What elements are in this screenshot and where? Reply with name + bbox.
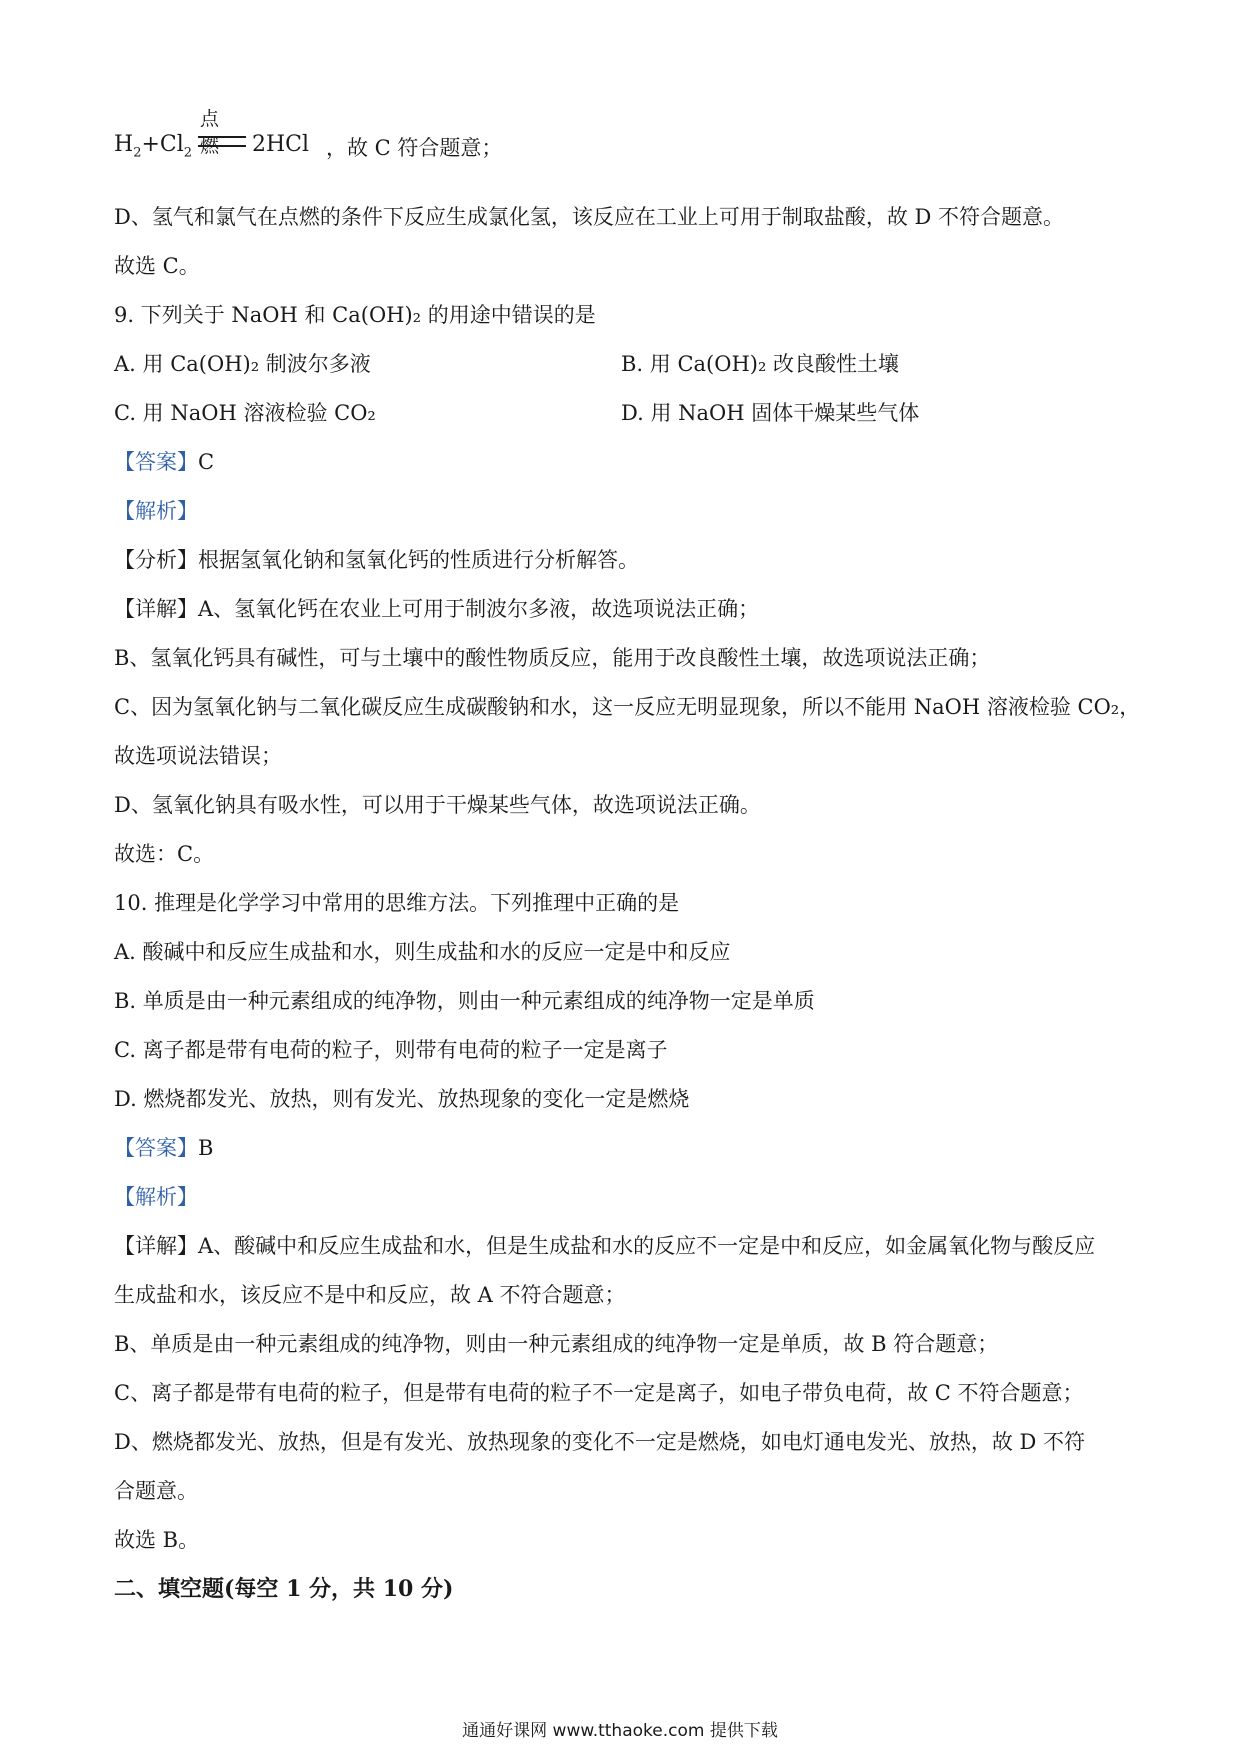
q10-detail-a2: 生成盐和水，该反应不是中和反应，故 A 不符合题意； (114, 1283, 626, 1307)
q9-detail-c1: C、因为氢氧化钠与二氧化碳反应生成碳酸钠和水，这一反应无明显现象，所以不能用 NaOH 溶液检验 CO₂， (114, 695, 1141, 719)
q10-answer: 【答案】B (114, 1136, 214, 1160)
q9-stem: 9. 下列关于 NaOH 和 Ca(OH)₂ 的用途中错误的是 (114, 303, 596, 327)
section-heading: 二、填空题(每空 1 分，共 10 分) (114, 1576, 454, 1602)
q10-option-d: D. 燃烧都发光、放热，则有发光、放热现象的变化一定是燃烧 (114, 1087, 690, 1111)
q9-detail-a: 【详解】A、氢氧化钙在农业上可用于制波尔多液，故选项说法正确； (114, 597, 760, 621)
page-footer: 通通好课网 www.tthaoke.com 提供下载 (462, 1721, 778, 1741)
q9-analysis-label: 【解析】 (114, 499, 198, 523)
q10-detail-a1: 【详解】A、酸碱中和反应生成盐和水，但是生成盐和水的反应不一定是中和反应，如金属氧化物与酸反应 (114, 1234, 1096, 1258)
q9-conclusion: 故选：C。 (114, 842, 215, 866)
q10-detail-d1: D、燃烧都发光、放热，但是有发光、放热现象的变化不一定是燃烧，如电灯通电发光、放热，故 D 不符 (114, 1430, 1086, 1454)
q9-option-b: B. 用 Ca(OH)₂ 改良酸性土壤 (621, 352, 900, 376)
equals-bar (198, 136, 246, 147)
q9-answer: 【答案】C (114, 450, 215, 474)
reaction-condition: 点燃 (200, 108, 220, 157)
equation-lhs: $H_2+Cl_2$ (114, 132, 193, 161)
q9-option-c: C. 用 NaOH 溶液检验 CO₂ (114, 401, 376, 425)
q9-detail-d: D、氢氧化钠具有吸水性，可以用于干燥某些气体，故选项说法正确。 (114, 793, 761, 817)
q10-option-b: B. 单质是由一种元素组成的纯净物，则由一种元素组成的纯净物一定是单质 (114, 989, 815, 1013)
q10-option-a: A. 酸碱中和反应生成盐和水，则生成盐和水的反应一定是中和反应 (114, 940, 731, 964)
q9-fenxi: 【分析】根据氢氧化钠和氢氧化钙的性质进行分析解答。 (114, 548, 639, 572)
q9-detail-c2: 故选项说法错误； (114, 744, 282, 768)
q10-analysis-label: 【解析】 (114, 1185, 198, 1209)
conclusion-line: 故选 C。 (114, 254, 200, 278)
q10-detail-c: C、离子都是带有电荷的粒子，但是带有电荷的粒子不一定是离子，如电子带负电荷，故 C 不符合题意； (114, 1381, 1084, 1405)
q9-option-a: A. 用 Ca(OH)₂ 制波尔多液 (114, 352, 371, 376)
q10-detail-d2: 合题意。 (114, 1479, 198, 1503)
q10-conclusion: 故选 B。 (114, 1528, 200, 1552)
q9-option-d: D. 用 NaOH 固体干燥某些气体 (621, 401, 920, 425)
equation-rhs: 2HCl (252, 132, 310, 157)
explanation-line: D、氢气和氯气在点燃的条件下反应生成氯化氢，该反应在工业上可用于制取盐酸，故 D 不符合题意。 (114, 205, 1065, 229)
q9-detail-b: B、氢氧化钙具有碱性，可与土壤中的酸性物质反应，能用于改良酸性土壤，故选项说法正确； (114, 646, 991, 670)
equation-tail: ，故 C 符合题意； (326, 136, 503, 160)
q10-detail-b: B、单质是由一种元素组成的纯净物，则由一种元素组成的纯净物一定是单质，故 B 符合题意； (114, 1332, 999, 1356)
q10-option-c: C. 离子都是带有电荷的粒子，则带有电荷的粒子一定是离子 (114, 1038, 668, 1062)
q10-stem: 10. 推理是化学学习中常用的思维方法。下列推理中正确的是 (114, 891, 680, 915)
